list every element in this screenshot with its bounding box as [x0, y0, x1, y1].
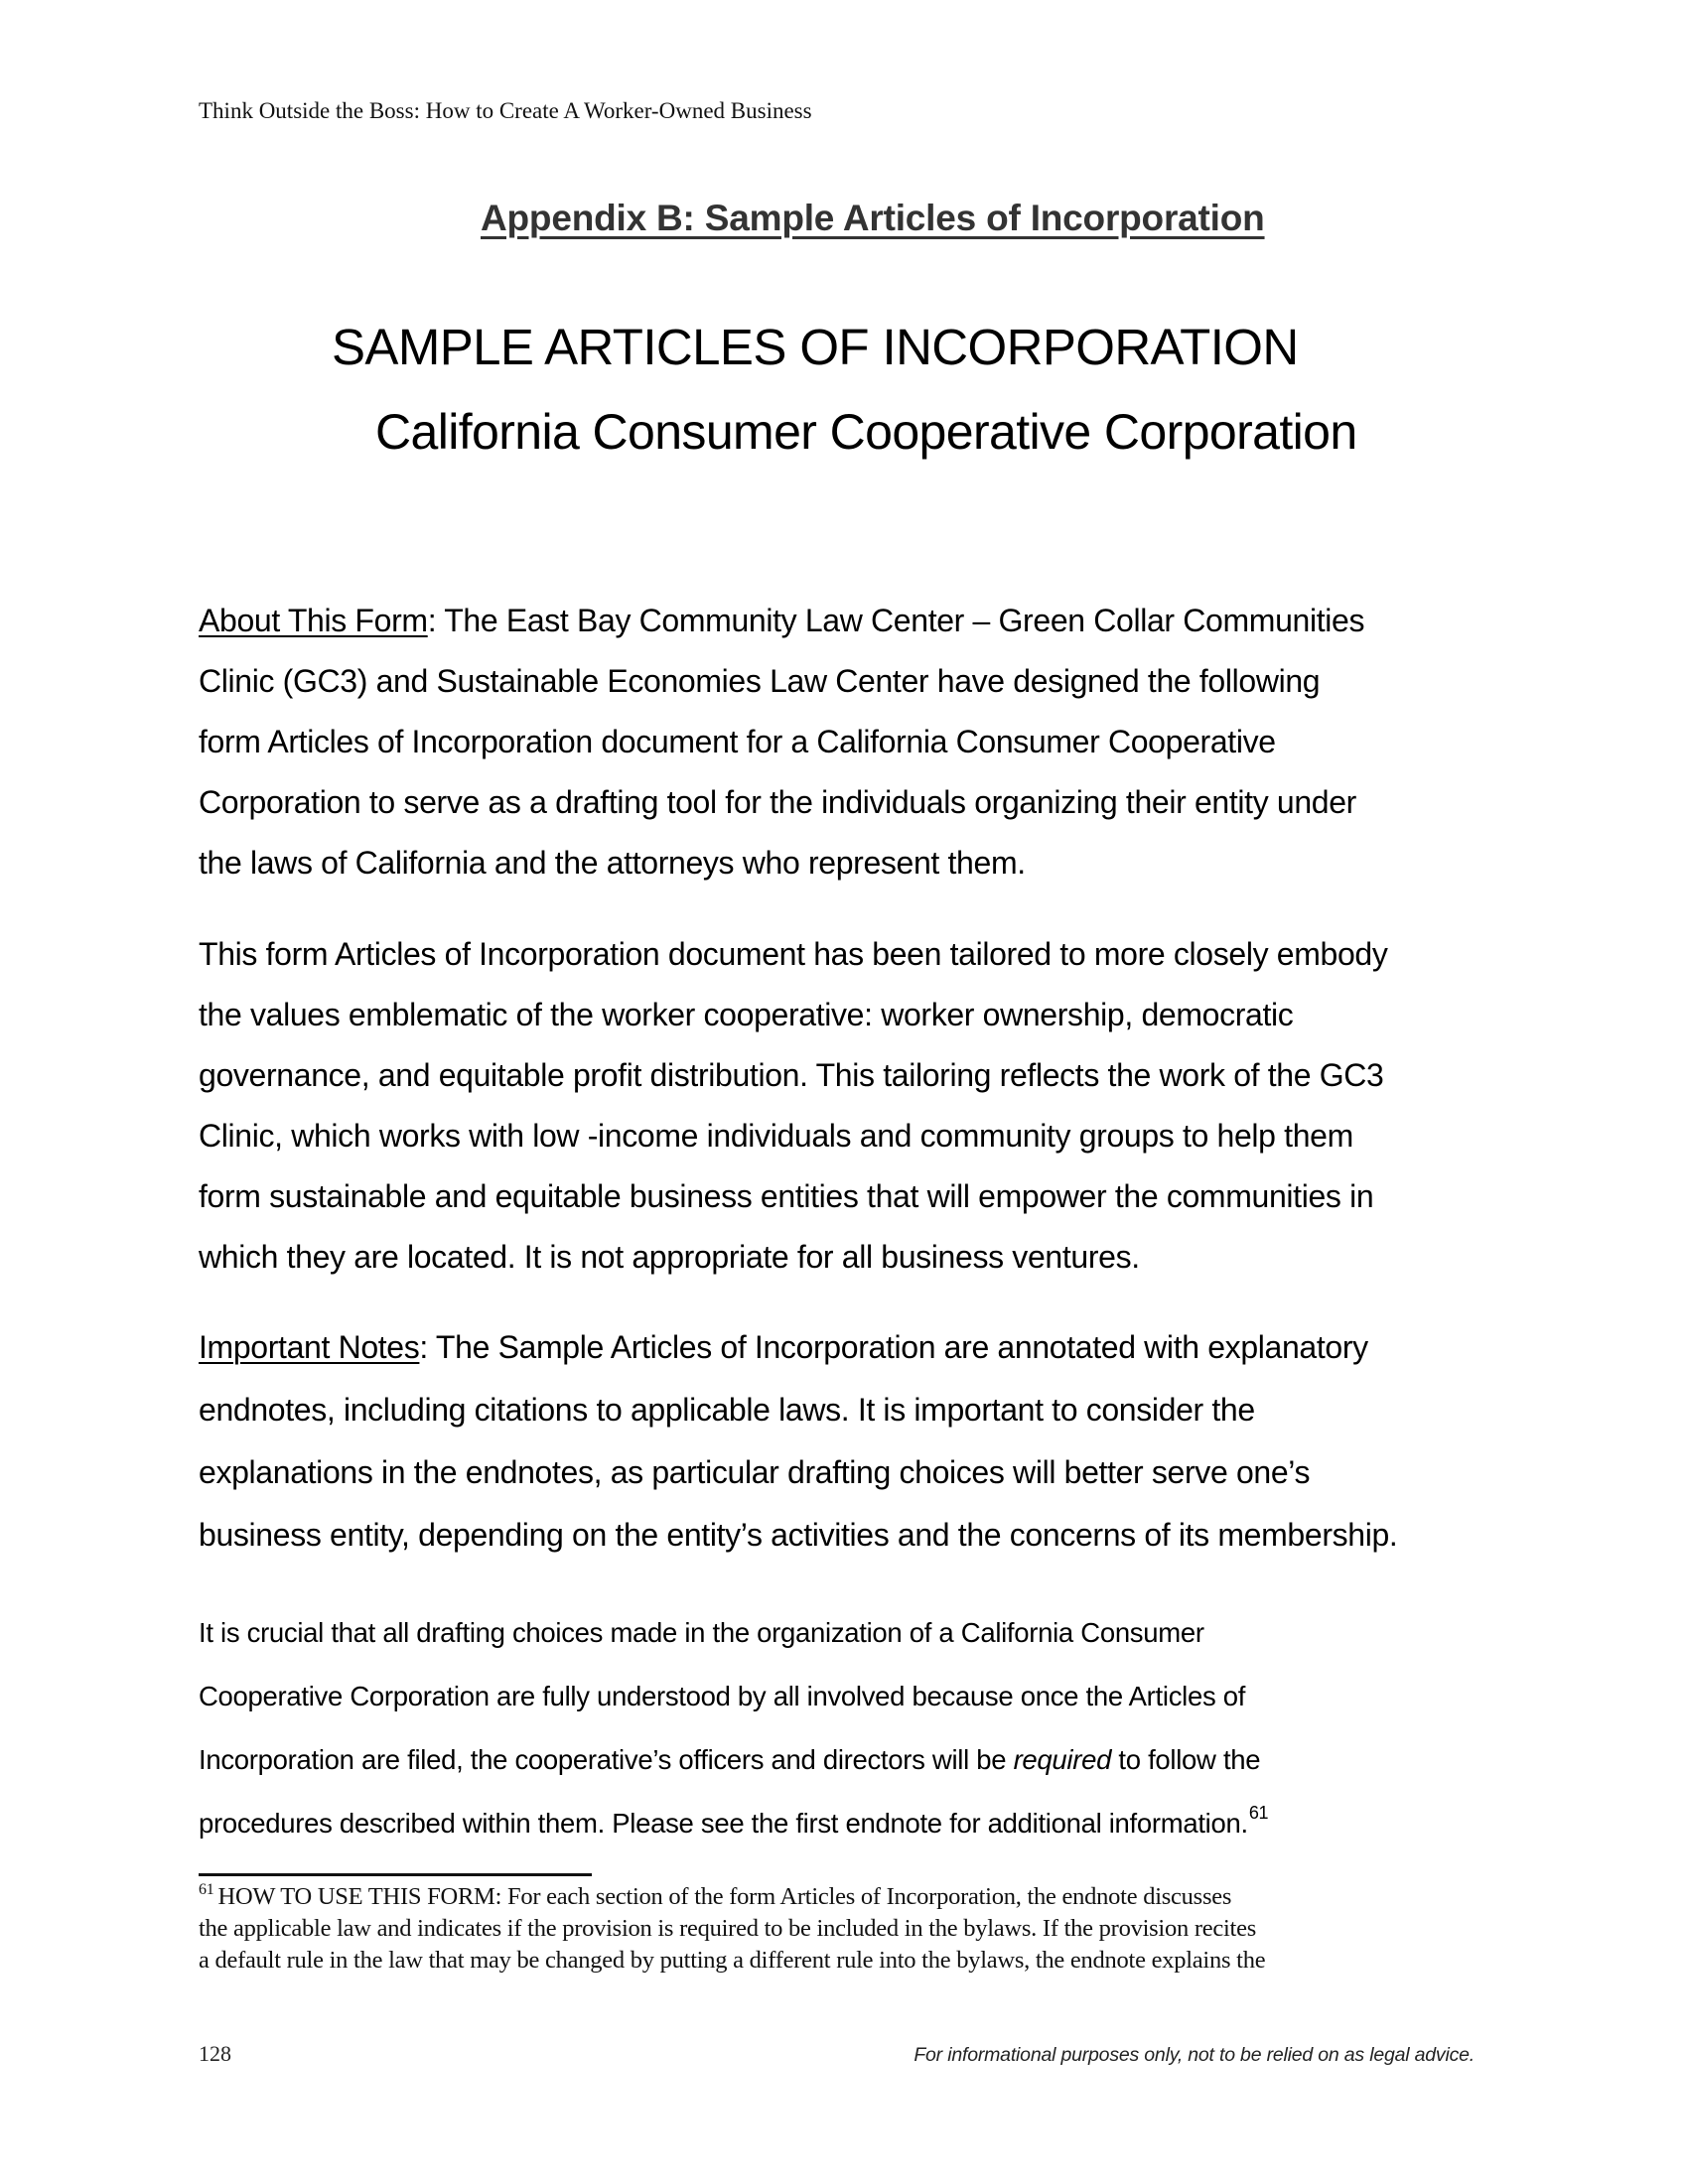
footnote-line: a default rule in the law that may be changed by putting a different rule into the bylaws, the endnote explains the	[199, 1947, 1266, 1974]
paragraph-line: the values emblematic of the worker cooperative: worker ownership, democratic	[199, 997, 1294, 1032]
paragraph-line: Clinic, which works with low -income individuals and community groups to help them	[199, 1118, 1353, 1154]
paragraph-line: business entity, depending on the entity’s activities and the concerns of its membership.	[199, 1517, 1398, 1553]
label-colon: :	[419, 1329, 428, 1365]
line-text: HOW TO USE THIS FORM: For each section of the form Articles of Incorporation, the endnote discusses	[217, 1883, 1232, 1910]
paragraph-line: endnotes, including citations to applicable laws. It is important to consider the	[199, 1392, 1255, 1428]
line-text: The Sample Articles of Incorporation are annotated with explanatory	[427, 1329, 1368, 1365]
paragraph-line	[199, 602, 1364, 639]
important-notes-label: Important Notes	[199, 1329, 420, 1365]
paragraph-line	[199, 1743, 1260, 1777]
line-text: to follow the	[1111, 1744, 1261, 1775]
paragraph-line: form Articles of Incorporation document for a California Consumer Cooperative	[199, 724, 1276, 759]
appendix-heading: Appendix B: Sample Articles of Incorporation	[481, 198, 1265, 238]
about-label: About This Form	[199, 603, 428, 638]
paragraph-line: governance, and equitable profit distribution. This tailoring reflects the work of the GC3	[199, 1057, 1384, 1093]
paragraph-line: This form Articles of Incorporation document has been tailored to more closely embody	[199, 936, 1388, 972]
footer-disclaimer: For informational purposes only, not to be relied on as legal advice.	[914, 2044, 1475, 2066]
footnote-reference[interactable]: 61	[1248, 1803, 1269, 1823]
paragraph-line	[199, 1328, 1368, 1366]
paragraph-line: which they are located. It is not appropriate for all business ventures.	[199, 1239, 1140, 1275]
paragraph-line: form sustainable and equitable business entities that will empower the communities in	[199, 1178, 1374, 1214]
paragraph-line: Corporation to serve as a drafting tool for the individuals organizing their entity under	[199, 784, 1356, 820]
label-colon: :	[427, 603, 437, 638]
line-text: Incorporation are filed, the cooperative’s officers and directors will be	[199, 1744, 1014, 1775]
document-title: SAMPLE ARTICLES OF INCORPORATION	[332, 319, 1299, 375]
document-subtitle: California Consumer Cooperative Corporation	[375, 404, 1357, 460]
footnote-line: the applicable law and indicates if the provision is required to be included in the bylaws. If the provision recites	[199, 1915, 1257, 1942]
paragraph-line: It is crucial that all drafting choices made in the organization of a California Consumer	[199, 1617, 1204, 1648]
emphasis-required: required	[1013, 1744, 1112, 1775]
page-number: 128	[199, 2041, 231, 2066]
running-header: Think Outside the Boss: How to Create A Worker-Owned Business	[199, 98, 812, 123]
paragraph-line: Cooperative Corporation are fully understood by all involved because once the Articles of	[199, 1681, 1246, 1711]
paragraph-line: the laws of California and the attorneys who represent them.	[199, 845, 1026, 881]
footnote-number: 61	[199, 1881, 214, 1898]
paragraph-line: explanations in the endnotes, as particular drafting choices will better serve one’s	[199, 1454, 1311, 1490]
paragraph-line: Clinic (GC3) and Sustainable Economies Law Center have designed the following	[199, 663, 1321, 699]
footnote-line	[199, 1882, 1231, 1915]
footnote-separator	[199, 1873, 592, 1876]
paragraph-line	[199, 1803, 1269, 1843]
line-text: procedures described within them. Please see the first endnote for additional information.	[199, 1808, 1248, 1839]
line-text: The East Bay Community Law Center – Green Collar Communities	[436, 603, 1365, 638]
